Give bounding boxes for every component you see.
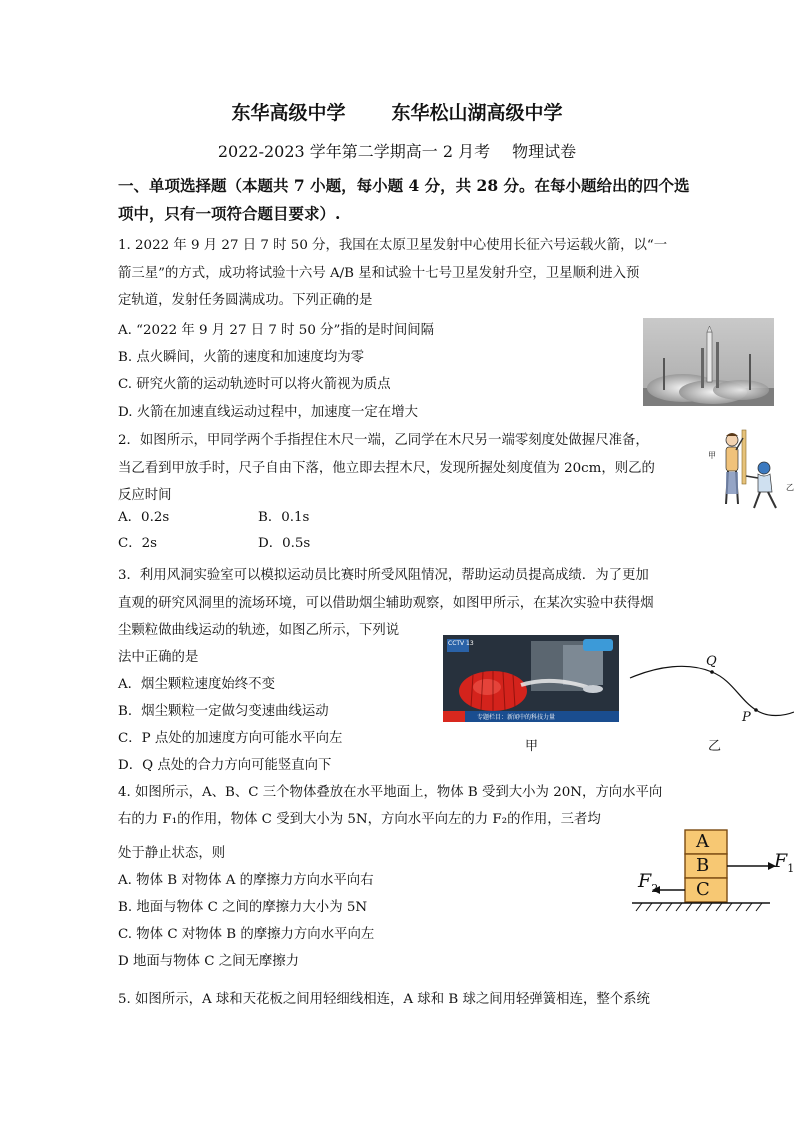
q1-option-b: B. 点火瞬间，火箭的速度和加速度均为零	[118, 350, 364, 365]
q3-line2: 直观的研究风洞里的流场环境，可以借助烟尘辅助观察，如图甲所示，在某次实验中获得烟	[118, 595, 654, 611]
q1-option-d: D. 火箭在加速直线运动过程中，加速度一定在增大	[118, 405, 418, 420]
q3-line3: 尘颗粒做曲线运动的轨迹，如图乙所示，下列说	[118, 623, 400, 638]
question-3-stem	[118, 562, 678, 645]
q1-line3: 定轨道，发射任务圆满成功。下列正确的是	[118, 293, 373, 308]
block-b-label: B	[696, 855, 710, 876]
q2-option-d: D．0.5s	[258, 536, 311, 551]
figure-caption-yi: 乙	[708, 739, 722, 754]
stacked-blocks-figure	[630, 826, 794, 918]
figure-label-yi: 乙	[786, 483, 794, 492]
block-a-label: A	[696, 831, 709, 852]
q2-line2: 当乙看到甲放手时，尺子自由下落，他立即去捏木尺，发现所握处刻度值为 20cm，则乙的	[118, 460, 655, 476]
q3-line1: 3．利用风洞实验室可以模拟运动员比赛时所受风阻情况，帮助运动员提高成绩．为了更加	[118, 568, 649, 583]
point-p-label: P	[742, 710, 751, 725]
q3-line4: 法中正确的是	[118, 650, 199, 665]
school-name-1: 东华高级中学	[231, 102, 346, 124]
school-title	[0, 98, 794, 125]
q3-option-c: C．P 点处的加速度方向可能水平向左	[118, 731, 343, 746]
q4-option-b: B. 地面与物体 C 之间的摩擦力大小为 5N	[118, 900, 368, 915]
tv-ticker-text: 专题栏目：新闻中的科技力量	[477, 714, 556, 721]
q1-option-c: C. 研究火箭的运动轨迹时可以将火箭视为质点	[118, 377, 391, 392]
force-f2-label: $F_2$	[638, 870, 659, 895]
ruler-reaction-figure	[706, 428, 794, 512]
q3-option-a: A．烟尘颗粒速度始终不变	[118, 677, 275, 692]
q1-line2: 箭三星”的方式，成功将试验十六号 A/B 星和试验十七号卫星发射升空，卫星顺利进入预	[118, 265, 640, 281]
school-name-2: 东华松山湖高级中学	[391, 102, 563, 124]
force-f1-label: $F_1$	[774, 850, 794, 875]
q2-line1: 2．如图所示，甲同学两个手指捏住木尺一端，乙同学在木尺另一端零刻度处做握尺准备，	[118, 433, 649, 448]
q1-line1: 1. 2022 年 9 月 27 日 7 时 50 分，我国在太原卫星发射中心使用长征六号运载火箭，以“一	[118, 238, 668, 253]
block-c-label: C	[696, 879, 710, 900]
rocket-launch-photo	[643, 318, 774, 406]
q4-line2: 右的力 F₁的作用，物体 C 受到大小为 5N，方向水平向左的力 F₂的作用，三者均	[118, 812, 601, 827]
figure-caption-jia: 甲	[525, 739, 539, 754]
q2-option-b: B．0.1s	[258, 510, 310, 525]
question-1-stem	[118, 232, 678, 315]
q2-option-c: C．2s	[118, 536, 158, 551]
q3-option-d: D．Q 点处的合力方向可能竖直向下	[118, 758, 332, 773]
q4-line3: 处于静止状态，则	[118, 846, 226, 861]
exam-term: 2022-2023 学年第二学期高一 2 月考	[217, 142, 491, 161]
question-5-stem	[118, 986, 683, 1014]
q3-option-b: B．烟尘颗粒一定做匀变速曲线运动	[118, 704, 329, 719]
exam-subject: 物理试卷	[512, 142, 577, 161]
question-2-stem	[118, 427, 678, 510]
point-q-label: Q	[706, 654, 717, 669]
trajectory-figure	[628, 650, 794, 730]
wind-tunnel-photo	[443, 635, 619, 722]
q4-option-d: D 地面与物体 C 之间无摩擦力	[118, 954, 300, 969]
q2-option-a: A．0.2s	[118, 510, 170, 525]
tv-channel-logo: CCTV 13	[448, 640, 474, 647]
q5-line1: 5. 如图所示，A 球和天花板之间用轻细线相连，A 球和 B 球之间用轻弹簧相连，整个系统	[118, 992, 650, 1007]
figure-label-jia: 甲	[708, 451, 716, 460]
q4-line1: 4. 如图所示，A、B、C 三个物体叠放在水平地面上，物体 B 受到大小为 20N，方向水平向	[118, 785, 663, 800]
q4-option-a: A. 物体 B 对物体 A 的摩擦力方向水平向右	[118, 873, 374, 888]
q1-option-a: A. “2022 年 9 月 27 日 7 时 50 分”指的是时间间隔	[118, 323, 435, 338]
question-4-stem	[118, 779, 683, 833]
q2-line3: 反应时间	[118, 488, 172, 503]
section-title: 一、单项选择题（本题共 7 小题，每小题 4 分，共 28 分。在每小题给出的四个选项中，只有一项符合题目要求）.	[118, 176, 690, 223]
q4-option-c: C. 物体 C 对物体 B 的摩擦力方向水平向左	[118, 927, 375, 942]
exam-title	[0, 139, 794, 162]
